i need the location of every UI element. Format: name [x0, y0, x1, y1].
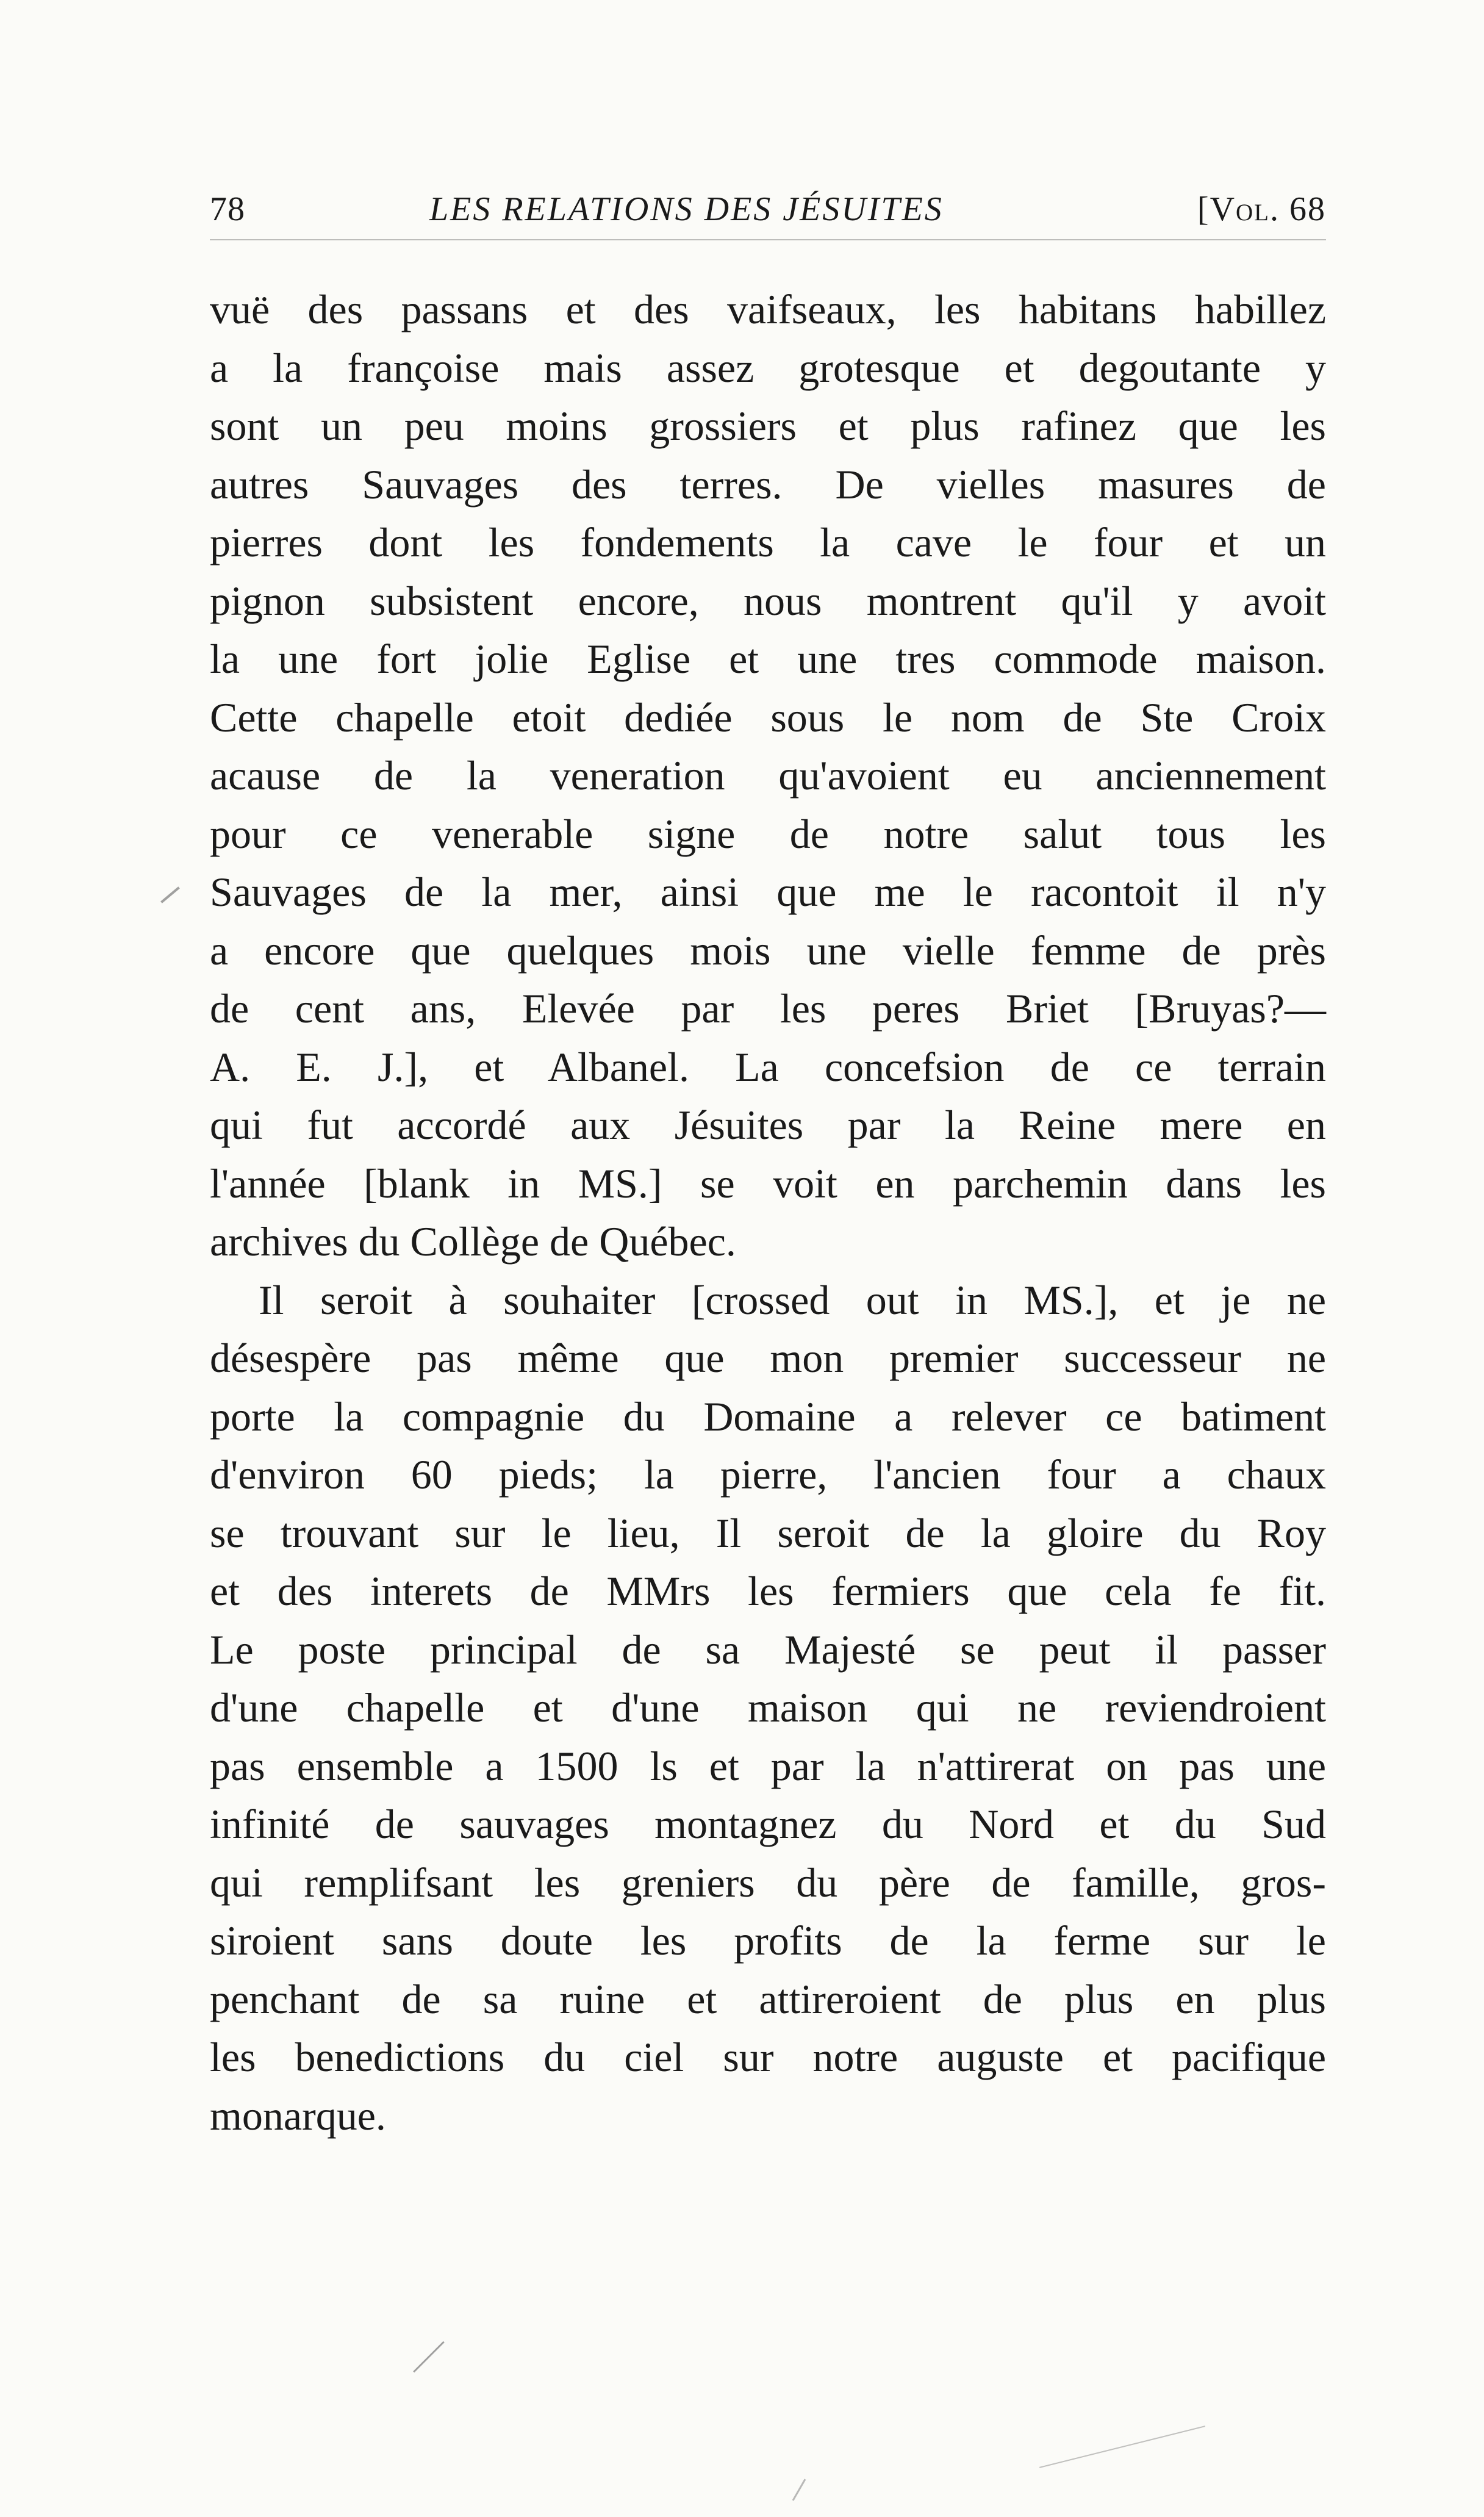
paragraph-2: [210, 1271, 1326, 2145]
text-line: Cette chapelle etoit dediée sous le nom de Ste Croix: [210, 694, 1326, 741]
text-line: les benedictions du ciel sur notre auguste et pacifique: [210, 2034, 1326, 2080]
text-line: acause de la veneration qu'avoient eu anciennement: [210, 752, 1326, 799]
text-line: pas ensemble a 1500 ls et par la n'attirerat on pas une: [210, 1742, 1326, 1789]
text-line: porte la compagnie du Domaine a relever ce batiment: [210, 1393, 1326, 1440]
text-line: d'une chapelle et d'une maison qui ne reviendroient: [210, 1684, 1326, 1731]
text-line: de cent ans, Elevée par les peres Briet [Bruyas?—: [210, 985, 1326, 1032]
text-line: pignon subsistent encore, nous montrent qu'il y avoit: [210, 577, 1326, 624]
volume-label: [Vol. 68: [1197, 190, 1326, 228]
text-line: Sauvages de la mer, ainsi que me le racontoit il n'y: [210, 869, 1326, 915]
text-line: pierres dont les fondements la cave le four et un: [210, 519, 1326, 566]
text-line: a encore que quelques mois une vielle femme de près: [210, 927, 1326, 974]
body-text: [210, 281, 1326, 2145]
text-line: A. E. J.], et Albanel. La concefsion de ce terrain: [210, 1043, 1326, 1090]
text-line: qui fut accordé aux Jésuites par la Reine mere en: [210, 1102, 1326, 1148]
text-line: et des interets de MMrs les fermiers que cela fe fit.: [210, 1568, 1326, 1614]
margin-tick-mark: [160, 886, 180, 903]
header-rule: [210, 239, 1326, 240]
page-header: [210, 182, 1326, 237]
text-line: archives du Collège de Québec.: [210, 1218, 736, 1265]
text-line: désespère pas même que mon premier successeur ne: [210, 1335, 1326, 1381]
text-line: vuë des passans et des vaifseaux, les habitans habillez: [210, 286, 1326, 332]
scan-pen-mark: [1039, 2425, 1205, 2468]
text-line: sont un peu moins grossiers et plus rafinez que les: [210, 403, 1326, 449]
text-line: Le poste principal de sa Majesté se peut il passer: [210, 1626, 1326, 1673]
text-line: d'environ 60 pieds; la pierre, l'ancien four a chaux: [210, 1451, 1326, 1498]
text-line: Il seroit à souhaiter [crossed out in MS.], et je ne: [259, 1276, 1326, 1323]
text-line: siroient sans doute les profits de la ferme sur le: [210, 1917, 1326, 1964]
text-line: penchant de sa ruine et attireroient de plus en plus: [210, 1975, 1326, 2022]
text-line: a la françoise mais assez grotesque et degoutante y: [210, 344, 1326, 391]
text-line: qui remplifsant les greniers du père de famille, gros-: [210, 1859, 1326, 1906]
text-line: la une fort jolie Eglise et une tres commode maison.: [210, 636, 1326, 682]
text-line: monarque.: [210, 2092, 386, 2139]
text-line: autres Sauvages des terres. De vielles masures de: [210, 461, 1326, 508]
scan-pen-mark: [792, 2479, 806, 2501]
running-title: LES RELATIONS DES JÉSUITES: [429, 190, 944, 228]
paragraph-1: [210, 281, 1326, 1271]
text-line: pour ce venerable signe de notre salut tous les: [210, 810, 1326, 857]
scan-pen-mark: [413, 2341, 445, 2373]
page-number: 78: [210, 190, 245, 228]
text-line: l'année [blank in MS.] se voit en parchemin dans les: [210, 1160, 1326, 1207]
text-line: se trouvant sur le lieu, Il seroit de la gloire du Roy: [210, 1509, 1326, 1556]
text-line: infinité de sauvages montagnez du Nord et du Sud: [210, 1801, 1326, 1847]
